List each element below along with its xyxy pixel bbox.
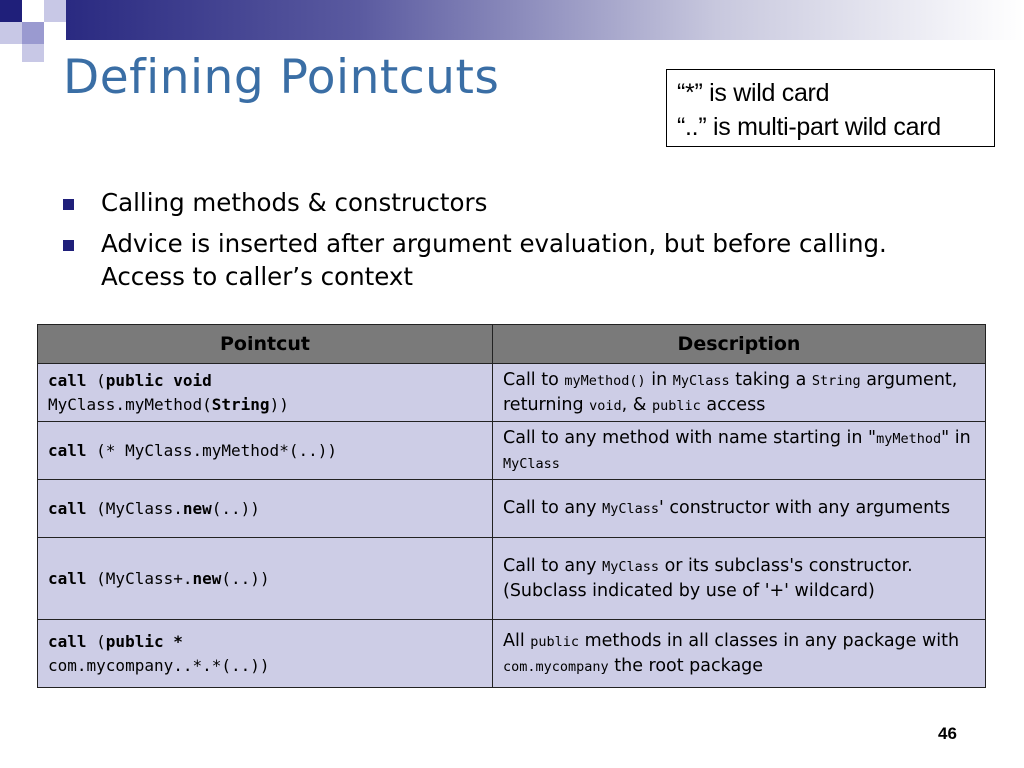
description-text: Call to xyxy=(503,369,565,390)
pointcut-code-segment: (..)) xyxy=(211,498,260,518)
pointcut-code-segment: call xyxy=(48,498,87,518)
table-row xyxy=(38,364,986,422)
pointcut-cell xyxy=(38,538,493,620)
decor-square xyxy=(22,22,44,44)
code-term: myMethod xyxy=(876,430,942,447)
pointcut-code-segment: (* MyClass.myMethod*(..)) xyxy=(86,440,337,460)
header-gradient-bar xyxy=(0,0,1024,40)
table-row xyxy=(38,620,986,688)
description-text: taking a xyxy=(729,369,812,390)
table-row xyxy=(38,422,986,480)
pointcut-cell xyxy=(38,620,493,688)
square-bullet-icon xyxy=(63,240,74,251)
code-term: public xyxy=(530,633,580,650)
pointcut-code-segment: (..)) xyxy=(221,568,270,588)
description-text: argument, returning xyxy=(503,369,958,415)
pointcut-code-segment: new xyxy=(192,568,222,588)
pointcut-code-segment: MyClass.myMethod( xyxy=(48,394,212,414)
bullet-text: Advice is inserted after argument evaluation, but before calling. Access to caller’s context xyxy=(101,229,887,291)
pointcut-code-segment: call xyxy=(48,440,87,460)
description-cell xyxy=(493,620,986,688)
column-header-pointcut: Pointcut xyxy=(38,325,493,364)
code-term: MyClass xyxy=(602,559,660,575)
description-text: , & xyxy=(621,394,652,415)
note-line: “..” is multi-part wild card xyxy=(677,113,941,141)
table-body xyxy=(38,364,986,688)
column-header-description: Description xyxy=(493,325,986,364)
pointcut-code-segment: com.mycompany..*.*(..)) xyxy=(48,655,270,675)
pointcut-code-segment: (MyClass+. xyxy=(86,568,193,588)
decor-square xyxy=(22,0,44,22)
bullet-item xyxy=(63,227,943,293)
square-bullet-icon xyxy=(63,199,74,210)
decor-square xyxy=(0,22,22,44)
description-text: All xyxy=(503,630,531,651)
description-cell xyxy=(493,422,986,480)
pointcut-cell xyxy=(38,422,493,480)
table-header-row xyxy=(38,325,986,364)
pointcut-code-segment: public void xyxy=(105,370,212,390)
description-text: access xyxy=(700,394,766,415)
description-text: methods in all classes in any package with xyxy=(579,630,960,651)
description-cell xyxy=(493,364,986,422)
pointcut-code-segment: call xyxy=(48,370,87,390)
pointcut-code-segment: call xyxy=(48,631,87,651)
pointcut-code-segment: public * xyxy=(105,631,183,651)
pointcut-code-segment: ( xyxy=(86,370,106,390)
decor-square xyxy=(44,0,66,22)
pointcut-code-segment: new xyxy=(182,498,212,518)
slide-title: Defining Pointcuts xyxy=(63,50,500,105)
table-row xyxy=(38,538,986,620)
table-row xyxy=(38,480,986,538)
bullet-item xyxy=(63,186,943,219)
pointcut-code-segment: call xyxy=(48,568,87,588)
note-line: “*” is wild card xyxy=(677,79,830,107)
pointcut-table xyxy=(37,324,986,688)
description-text: " in xyxy=(941,427,971,448)
description-text: Call to any method with name starting in " xyxy=(503,427,877,448)
code-term: MyClass xyxy=(503,455,560,472)
description-text: or its subclass's constructor. (Subclass indicated by use of '+' wildcard) xyxy=(503,556,913,601)
decor-square xyxy=(22,44,44,62)
description-text: the root package xyxy=(608,655,764,676)
decor-square xyxy=(0,0,22,22)
decor-square xyxy=(44,22,66,44)
description-text: Call to any xyxy=(503,556,603,576)
description-cell xyxy=(493,480,986,538)
description-text: ' constructor with any arguments xyxy=(659,498,951,518)
page-number: 46 xyxy=(938,724,957,743)
pointcut-code-segment: )) xyxy=(269,394,289,414)
code-term: com.mycompany xyxy=(503,658,609,675)
pointcut-code-segment: (MyClass. xyxy=(86,498,183,518)
bullet-list xyxy=(63,186,943,301)
pointcut-code-segment: String xyxy=(211,394,270,414)
pointcut-cell xyxy=(38,480,493,538)
description-text: in xyxy=(645,369,673,390)
code-term: void xyxy=(589,397,622,414)
description-cell xyxy=(493,538,986,620)
bullet-text: Calling methods & constructors xyxy=(101,188,488,217)
code-term: String xyxy=(811,372,861,389)
code-term: MyClass xyxy=(602,501,660,517)
pointcut-cell xyxy=(38,364,493,422)
description-text: Call to any xyxy=(503,498,603,518)
wildcard-note-box xyxy=(666,69,995,147)
code-term: MyClass xyxy=(672,372,730,389)
code-term: myMethod() xyxy=(564,372,646,389)
code-term: public xyxy=(652,397,701,414)
pointcut-code-segment: ( xyxy=(86,631,106,651)
